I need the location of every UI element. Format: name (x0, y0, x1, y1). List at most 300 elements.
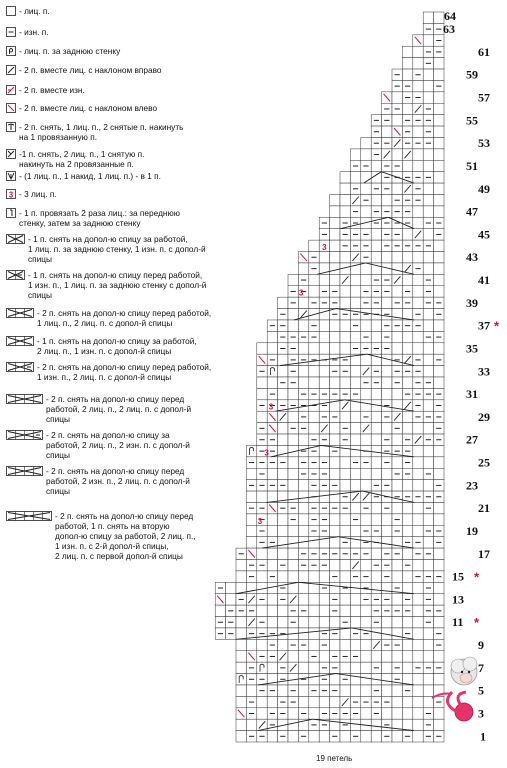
stitch-cell (413, 46, 423, 57)
row-number-label: 51 (466, 158, 478, 173)
stitch-cell (371, 548, 381, 559)
stitch-cell (434, 651, 444, 662)
triple-stitch-mark: 3 (322, 243, 327, 253)
stitch-cell (340, 514, 350, 525)
stitch-cell (350, 525, 360, 536)
chart-row (257, 366, 444, 377)
stitch-cell (434, 594, 444, 605)
stitch-cell (309, 605, 319, 616)
chart-row (236, 560, 444, 571)
stitch-cell (402, 639, 412, 650)
stitch-cell (298, 685, 308, 696)
stitch-cell (434, 445, 444, 456)
stitch-cell (278, 639, 288, 650)
stitch-cell (340, 206, 350, 217)
stitch-cell (413, 423, 423, 434)
stitch-cell (423, 696, 433, 707)
stitch-cell (278, 388, 288, 399)
stitch-cell (361, 400, 371, 411)
stitch-cell (330, 457, 340, 468)
stitch-cell (330, 343, 340, 354)
stitch-cell (330, 263, 340, 274)
stitch-cell (288, 719, 298, 730)
stitch-cell (350, 423, 360, 434)
row-number-label: 49 (478, 181, 490, 196)
stitch-cell (382, 297, 392, 308)
chart-row (246, 457, 444, 468)
stitch-cell (298, 651, 308, 662)
stitch-cell (402, 423, 412, 434)
chart-row (236, 639, 444, 650)
stitch-cell (350, 719, 360, 730)
stitch-cell (423, 651, 433, 662)
stitch-cell (413, 480, 423, 491)
stitch-cell (330, 240, 340, 251)
row-number-label: 35 (466, 341, 478, 356)
stitch-cell (392, 685, 402, 696)
stitch-cell (309, 708, 319, 719)
stitch-cell (423, 354, 433, 365)
legend-item-text: - изн. п. (19, 27, 49, 37)
stitch-cell (340, 605, 350, 616)
stitch-cell (423, 229, 433, 240)
stitch-cell (423, 263, 433, 274)
stitch-cell (246, 468, 256, 479)
stitch-cell (288, 411, 298, 422)
stitch-cell (319, 343, 329, 354)
stitch-cell (423, 537, 433, 548)
chart-row (215, 617, 444, 628)
stitch-cell (288, 651, 298, 662)
stitch-cell (434, 103, 444, 114)
stitch-cell (402, 480, 412, 491)
stitch-cell (392, 571, 402, 582)
stitch-cell (298, 514, 308, 525)
stitch-cell (278, 548, 288, 559)
stitch-cell (330, 434, 340, 445)
stitch-cell (350, 674, 360, 685)
stitch-cell (382, 525, 392, 536)
stitch-cell (350, 480, 360, 491)
stitch-cell (434, 137, 444, 148)
stitch-cell (267, 548, 277, 559)
stitch-cell (319, 252, 329, 263)
stitch-cell (382, 662, 392, 673)
stitch-cell (278, 514, 288, 525)
stitch-cell (288, 571, 298, 582)
stitch-cell (382, 514, 392, 525)
stitch-cell (434, 366, 444, 377)
stitch-cell (361, 274, 371, 285)
chart-row (236, 685, 444, 696)
chart-row (257, 388, 444, 399)
stitch-cell (402, 103, 412, 114)
stitch-cell (288, 457, 298, 468)
stitch-cell (340, 560, 350, 571)
stitch-cell (257, 388, 267, 399)
row-number-label: 5 (478, 683, 484, 698)
stitch-cell (340, 468, 350, 479)
stitch-cell (330, 274, 340, 285)
legend-item-text: - 2 п. вместе лиц. с наклоном вправо (19, 65, 162, 75)
stitch-cell (278, 366, 288, 377)
stitch-cell (413, 628, 423, 639)
stitch-cell (371, 423, 381, 434)
legend-item-text: - 2 п. вместе лиц. с наклоном влево (19, 103, 158, 113)
stitch-cell (413, 731, 423, 742)
row-number-label: 29 (478, 409, 490, 424)
stitch-cell (288, 320, 298, 331)
stitch-cell (413, 651, 423, 662)
stitch-cell (330, 377, 340, 388)
stitch-cell (340, 320, 350, 331)
chart-row (288, 286, 444, 297)
stitch-cell (309, 731, 319, 742)
stitch-cell (361, 685, 371, 696)
stitch-cell (402, 548, 412, 559)
stitch-cell (392, 480, 402, 491)
stitch-cell (402, 514, 412, 525)
stitch-cell (226, 582, 236, 593)
stitch-cell (423, 252, 433, 263)
stitch-cell (350, 172, 360, 183)
stitch-cell (361, 514, 371, 525)
stitch-cell (278, 537, 288, 548)
stitch-cell (330, 525, 340, 536)
stitch-cell (423, 400, 433, 411)
stitch-cell (402, 160, 412, 171)
chart-row (246, 445, 444, 456)
row-number-label: 63 (443, 22, 455, 36)
stitch-cell (298, 297, 308, 308)
chart-row (298, 252, 444, 263)
stitch-cell (298, 343, 308, 354)
stitch-cell (236, 560, 246, 571)
stitch-cell (434, 69, 444, 80)
stitch-cell (423, 183, 433, 194)
stitch-cell (382, 252, 392, 263)
row-number-label: 21 (478, 501, 490, 516)
chart-row (267, 331, 444, 342)
stitch-cell (392, 708, 402, 719)
star-marker: * (494, 318, 500, 334)
stitch-cell (361, 206, 371, 217)
stitch-cell (267, 331, 277, 342)
stitch-cell (330, 331, 340, 342)
stitch-cell (236, 628, 246, 639)
stitch-cell (278, 605, 288, 616)
row-number-label: 1 (480, 729, 486, 744)
stitch-cell (330, 674, 340, 685)
stitch-cell (434, 240, 444, 251)
stitch-cell (340, 445, 350, 456)
stitch-cell (392, 92, 402, 103)
chart-row (215, 594, 444, 605)
stitch-cell (350, 331, 360, 342)
stitch-cell (392, 286, 402, 297)
row-number-label: 25 (478, 455, 490, 470)
stitch-cell (319, 274, 329, 285)
stitch-cell (371, 445, 381, 456)
stitch-cell (288, 560, 298, 571)
chart-row (340, 172, 444, 183)
stitch-cell (361, 434, 371, 445)
row-number-label: 47 (466, 204, 478, 219)
stitch-cell (298, 366, 308, 377)
stitch-cell (413, 674, 423, 685)
stitch-cell (319, 320, 329, 331)
stitch-cell (361, 662, 371, 673)
stitch-cell (340, 286, 350, 297)
stitch-cell (413, 331, 423, 342)
stitch-cell (309, 286, 319, 297)
stitch-cell (434, 274, 444, 285)
stitch-cell (267, 662, 277, 673)
stitch-cell (413, 502, 423, 513)
row-number-label: 9 (478, 638, 484, 653)
stitch-cell (413, 685, 423, 696)
row-number-label: 27 (466, 432, 478, 447)
stitch-cell (434, 457, 444, 468)
triple-stitch-mark: 3 (264, 448, 269, 458)
stitch-cell (319, 594, 329, 605)
chart-row (413, 35, 444, 46)
chart-row (257, 434, 444, 445)
stitch-cell (402, 662, 412, 673)
stitch-cell (361, 708, 371, 719)
stitch-cell (350, 445, 360, 456)
stitch-cell (382, 708, 392, 719)
row-number-label: 41 (478, 273, 490, 288)
chart-row (402, 58, 444, 69)
stitch-cell (330, 582, 340, 593)
stitch-cell (402, 502, 412, 513)
row-number-label: 61 (478, 44, 490, 59)
stitch-cell (267, 594, 277, 605)
stitch-cell (309, 674, 319, 685)
stitch-cell (361, 263, 371, 274)
stitch-cell (423, 69, 433, 80)
stitch-cell (361, 320, 371, 331)
stitch-cell (434, 674, 444, 685)
stitch-cell (288, 480, 298, 491)
chart-row (236, 731, 444, 742)
chart-row (423, 23, 444, 34)
stitch-cell (257, 411, 267, 422)
legend-item-text: - 2 п. вместе изн. (19, 85, 85, 95)
stitch-cell (382, 377, 392, 388)
stitch-cell (371, 628, 381, 639)
stitch-cell (278, 525, 288, 536)
chart-row (402, 46, 444, 57)
triple-stitch-mark: 3 (268, 402, 274, 412)
stitch-cell (246, 491, 256, 502)
stitch-cell (309, 377, 319, 388)
row-number-label: 55 (466, 113, 478, 128)
stitch-cell (257, 548, 267, 559)
stitch-cell (392, 331, 402, 342)
stitch-cell (246, 685, 256, 696)
stitch-cell (309, 639, 319, 650)
stitch-cell (434, 149, 444, 160)
stitch-cell (288, 388, 298, 399)
stitch-cell (257, 571, 267, 582)
stitch-cell (298, 628, 308, 639)
stitch-cell (382, 366, 392, 377)
stitch-cell (423, 685, 433, 696)
chart-row (257, 354, 444, 365)
stitch-cell (382, 195, 392, 206)
stitch-cell (340, 297, 350, 308)
chart-row (246, 502, 444, 513)
stitch-cell (413, 617, 423, 628)
stitch-cell (413, 149, 423, 160)
svg-text:3: 3 (8, 190, 14, 199)
stitch-cell (278, 434, 288, 445)
chart-row (350, 160, 444, 171)
stitch-cell (361, 388, 371, 399)
stitch-cell (423, 560, 433, 571)
stitch-cell (236, 662, 246, 673)
stitch-cell (413, 468, 423, 479)
stitch-cell (371, 514, 381, 525)
stitch-cell (434, 206, 444, 217)
star-marker: * (474, 569, 480, 585)
stitch-cell (267, 491, 277, 502)
stitch-cell (402, 58, 412, 69)
stitch-cell (392, 149, 402, 160)
stitch-cell (361, 651, 371, 662)
stitch-cell (361, 354, 371, 365)
stitch-cell (413, 343, 423, 354)
stitch-cell (319, 331, 329, 342)
stitch-cell (434, 617, 444, 628)
stitch-cell (402, 252, 412, 263)
stitch-cell (340, 571, 350, 582)
stitch-cell (402, 46, 412, 57)
stitch-cell (402, 571, 412, 582)
chart-row (371, 126, 444, 137)
stitch-cell (350, 639, 360, 650)
legend-item-text: - 1 п. снять на допол-ю спицу за работой, 2 лиц. п., 1 изн. п. с допол-й спицы (37, 336, 197, 356)
stitch-cell (413, 286, 423, 297)
row-number-label: 13 (452, 592, 464, 607)
stitch-cell (298, 480, 308, 491)
stitch-cell (392, 388, 402, 399)
stitch-cell (330, 514, 340, 525)
stitch-cell (402, 719, 412, 730)
stitch-cell (361, 674, 371, 685)
stitch-cell (392, 457, 402, 468)
stitch-cell (434, 343, 444, 354)
stitch-cell (330, 423, 340, 434)
stitch-cell (423, 12, 433, 23)
stitch-cell (267, 605, 277, 616)
stitch-cell (319, 491, 329, 502)
stitch-cell (298, 582, 308, 593)
stitch-cell (423, 674, 433, 685)
stitch-cell (267, 343, 277, 354)
stitch-cell (382, 685, 392, 696)
stitch-cell (330, 206, 340, 217)
stitch-cell (309, 696, 319, 707)
stitch-cell (423, 160, 433, 171)
stitch-cell (382, 537, 392, 548)
stitch-cell (340, 195, 350, 206)
stitch-cell (330, 560, 340, 571)
stitch-cell (288, 731, 298, 742)
chart-row (236, 662, 444, 673)
stitch-cell (382, 423, 392, 434)
stitch-cell (215, 605, 225, 616)
chart-row (382, 103, 444, 114)
stitch-cell (278, 468, 288, 479)
stitch-cell (257, 377, 267, 388)
stitch-cell (246, 525, 256, 536)
stitch-cell (267, 560, 277, 571)
stitch-cell (288, 548, 298, 559)
stitch-cell (371, 411, 381, 422)
row-number-label: 11 (452, 615, 464, 630)
stitch-cell (423, 206, 433, 217)
legend-item-text: - лиц. п. (19, 6, 50, 16)
chart-row (267, 320, 444, 331)
stitch-cell (278, 617, 288, 628)
stitch-cell (267, 731, 277, 742)
legend-item-text: - 1 п. снять на допол-ю спицу перед работой, 1 изн. п., 1 лиц. п. за заднюю стенку с допол-й спицы (28, 270, 207, 300)
stitch-cell (278, 685, 288, 696)
stitch-cell (257, 639, 267, 650)
stitch-cell (246, 537, 256, 548)
stitch-cell (423, 343, 433, 354)
stitch-cell (392, 617, 402, 628)
stitch-cell (402, 708, 412, 719)
stitch-cell (392, 560, 402, 571)
stitch-cell (309, 571, 319, 582)
stitch-cell (434, 115, 444, 126)
chart-row (330, 206, 444, 217)
chart-row (340, 183, 444, 194)
stitch-cell (423, 320, 433, 331)
stitch-cell (236, 731, 246, 742)
stitch-cell (288, 525, 298, 536)
stitch-cell (434, 263, 444, 274)
stitch-cell (340, 183, 350, 194)
stitch-cell (330, 617, 340, 628)
stitch-cell (434, 92, 444, 103)
stitch-cell (319, 445, 329, 456)
chart-row (236, 696, 444, 707)
stitch-cell (350, 605, 360, 616)
stitch-cell (402, 229, 412, 240)
chart-row (257, 423, 444, 434)
legend-item-text: - 2 п. снять на допол-ю спицу перед работой, 1 п. снять на вторую допол-ю спицу за работой, 2 лиц. п., 1 изн. п. с 2-й допол-й спицы, 2 лиц. п. с первой допол-й спицы (55, 511, 196, 561)
stitch-cell (257, 605, 267, 616)
stitch-cell (298, 525, 308, 536)
chart-row (246, 480, 444, 491)
stitch-cell (350, 685, 360, 696)
chart-row (215, 582, 444, 593)
stitch-cell (413, 217, 423, 228)
legend-item-text: - 3 лиц. п. (19, 189, 57, 199)
stitch-cell (267, 468, 277, 479)
stitch-cell (319, 617, 329, 628)
chart-row (423, 12, 444, 23)
chart-row (361, 137, 444, 148)
row-number-label: 39 (466, 295, 478, 310)
row-number-label: 7 (478, 660, 484, 675)
stitch-cell (402, 696, 412, 707)
